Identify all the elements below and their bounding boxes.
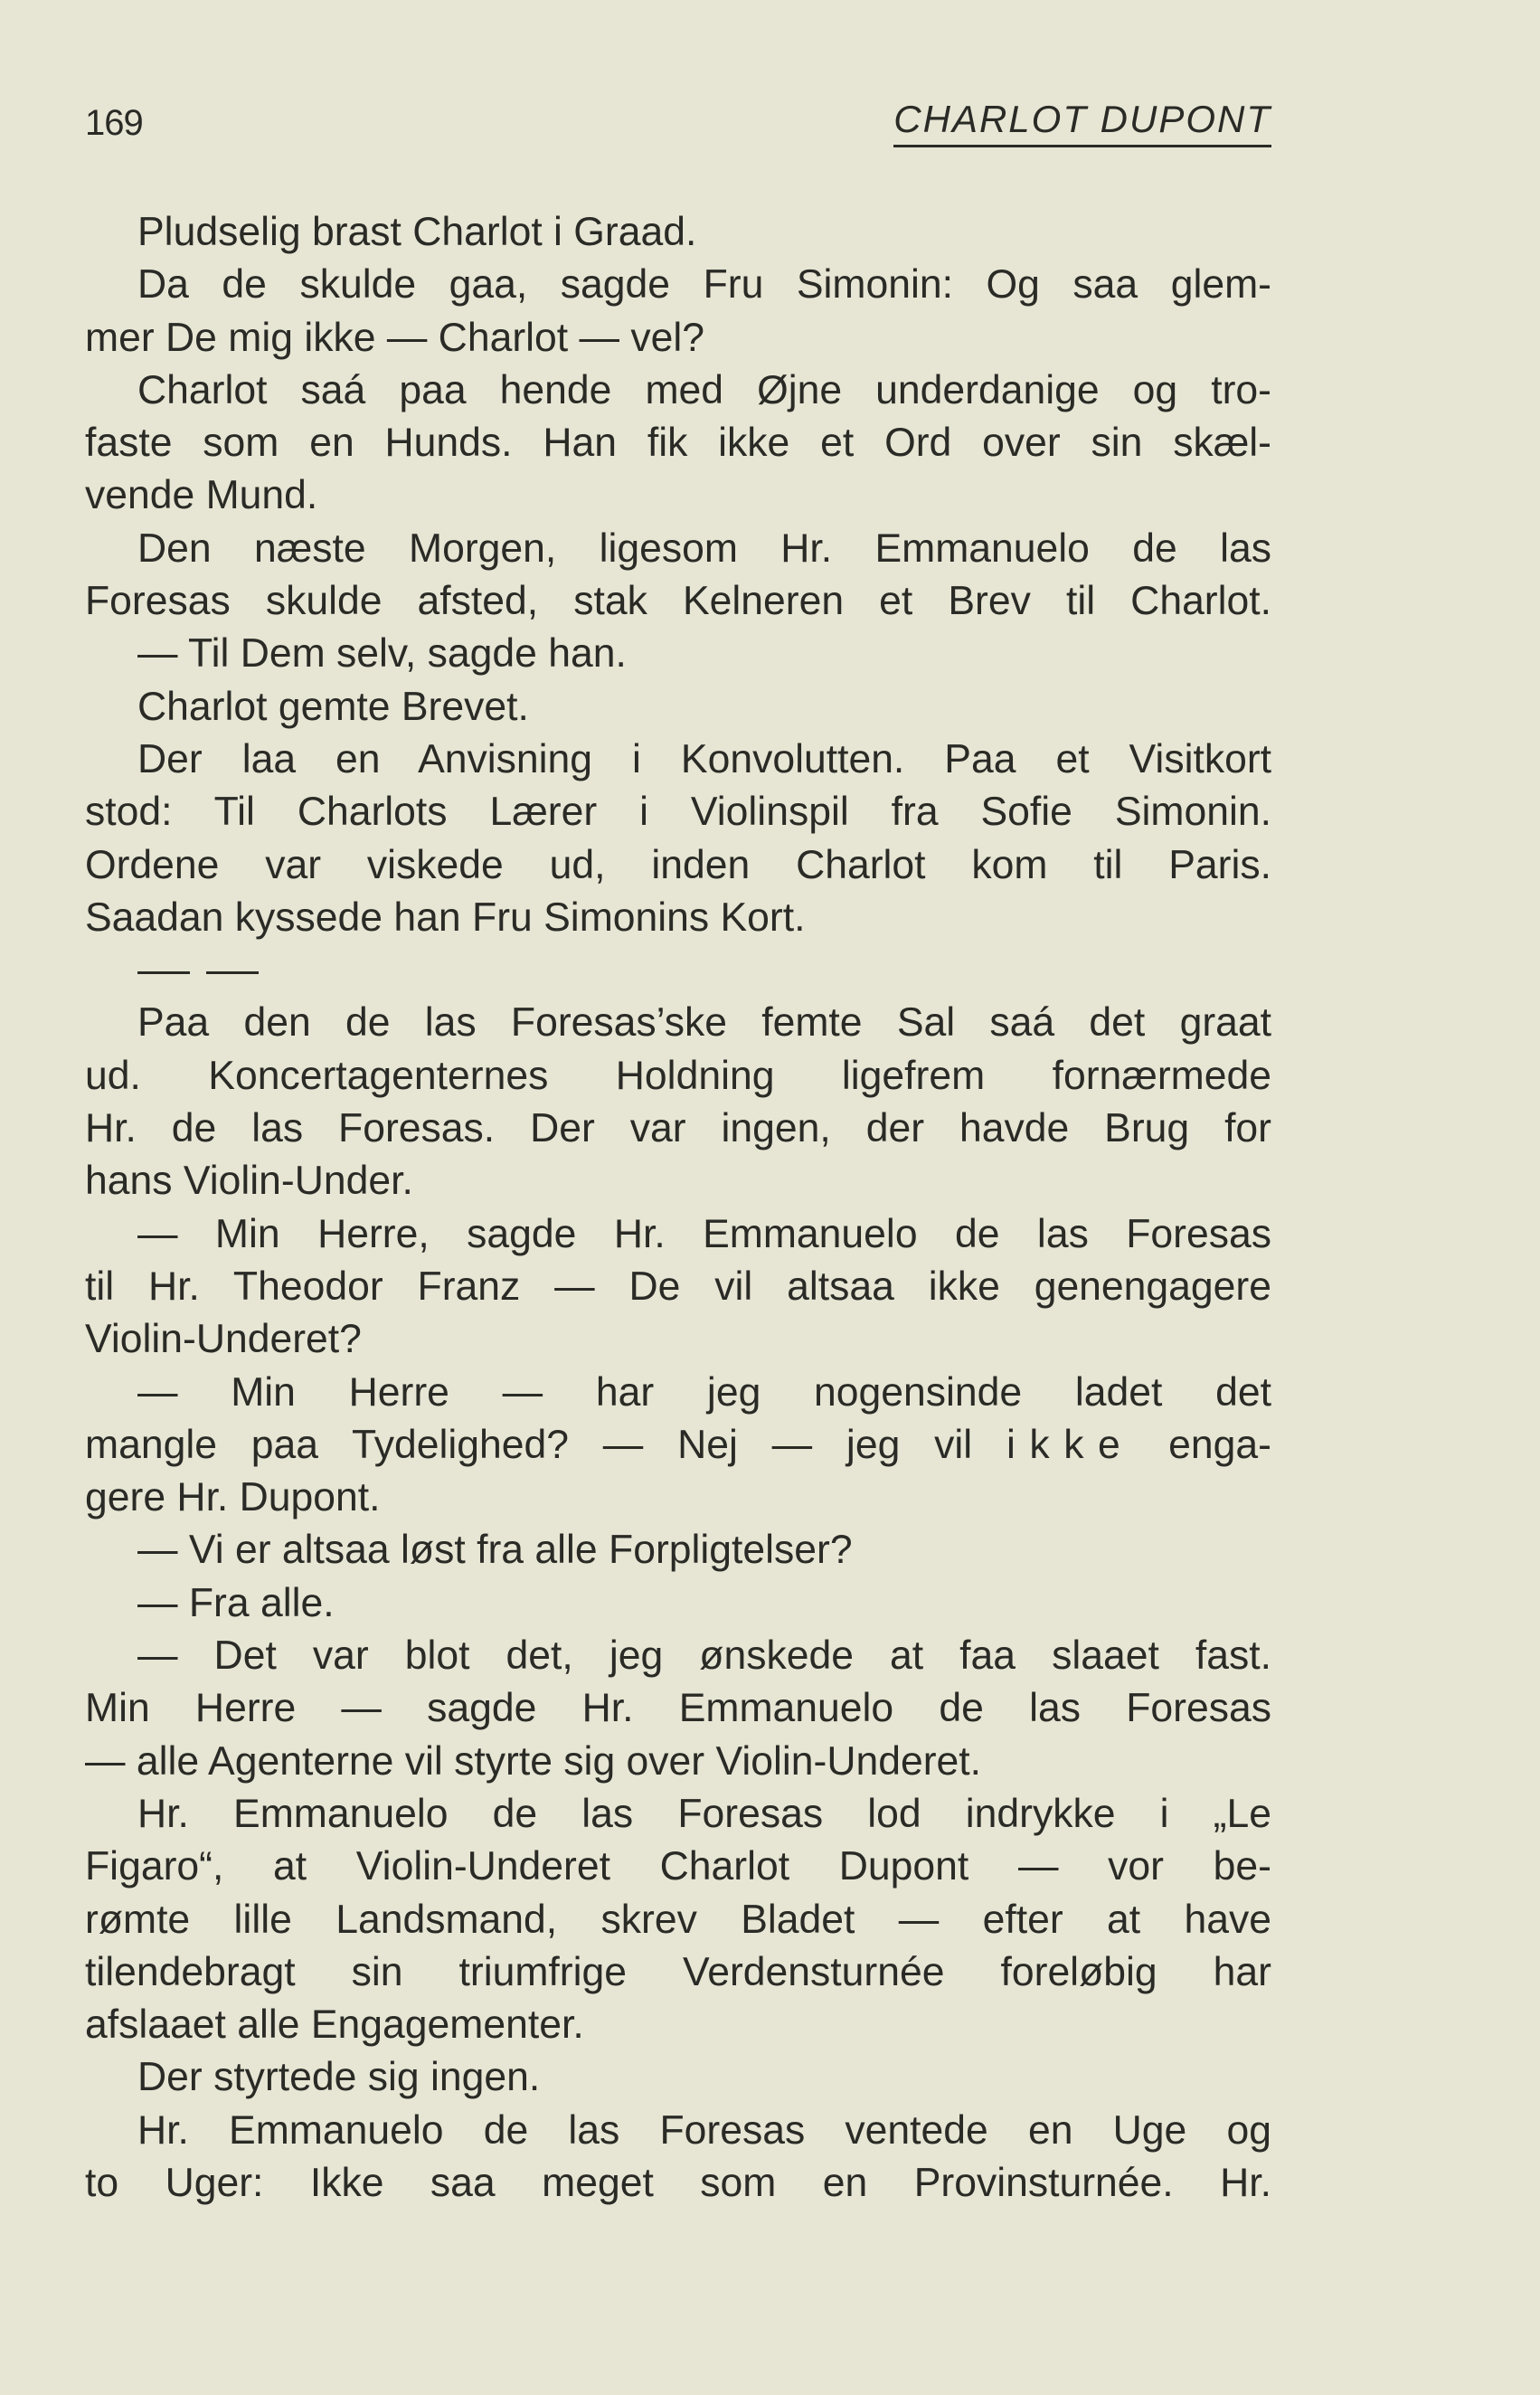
text-line: — Min Herre, sagde Hr. Emmanuelo de las Foresas	[137, 1211, 1271, 1256]
text-line: — Til Dem selv, sagde han.	[137, 631, 627, 677]
text-line	[85, 1419, 1271, 1472]
text-line: Foresas skulde afsted, stak Kelneren et Brev til Charlot.	[85, 579, 1271, 624]
text-line: vende Mund.	[85, 473, 318, 518]
text-line: to Uger: Ikke saa meget som en Provinsturnée. Hr.	[85, 2160, 1271, 2205]
text-line: Hr. Emmanuelo de las Foresas lod indrykke i „Le	[137, 1791, 1271, 1836]
page-number: 169	[85, 103, 143, 143]
text-line: mer De mig ikke — Charlot — vel?	[85, 315, 704, 360]
text-line: — Min Herre — har jeg nogensinde ladet det	[137, 1369, 1271, 1415]
text-line: gere Hr. Dupont.	[85, 1475, 381, 1520]
text-line: Paa den de las Foresas’ske femte Sal saá det graat	[137, 1000, 1271, 1046]
text-line: faste som en Hunds. Han fik ikke et Ord over sin skæl-	[85, 421, 1271, 466]
text-line: Der styrtede sig ingen.	[137, 2055, 541, 2100]
text-line: Min Herre — sagde Hr. Emmanuelo de las Foresas	[85, 1686, 1271, 1731]
text-line: — Det var blot det, jeg ønskede at faa slaaet fast.	[137, 1633, 1271, 1679]
text-run: mangle paa Tydelighed? — Nej — jeg vil	[85, 1422, 1006, 1467]
text-line: — alle Agenterne vil styrte sig over Violin-Underet.	[85, 1738, 982, 1784]
text-line: — Fra alle.	[137, 1580, 335, 1625]
text-line: Hr. de las Foresas. Der var ingen, der havde Brug for	[85, 1106, 1271, 1151]
text-line: afslaaet alle Engagementer.	[85, 2002, 584, 2048]
text-line: Ordene var viskede ud, inden Charlot kom til Paris.	[85, 842, 1271, 887]
running-title: CHARLOT DUPONT	[893, 98, 1271, 147]
page-header	[85, 98, 1271, 156]
text-line: Figaro“, at Violin-Underet Charlot Dupont — vor be-	[85, 1844, 1271, 1889]
section-separator	[85, 944, 1271, 997]
body-text	[85, 206, 1271, 2210]
separator-dash	[206, 971, 259, 974]
text-line: Den næste Morgen, ligesom Hr. Emmanuelo de las	[137, 525, 1271, 571]
text-line: Saadan kyssede han Fru Simonins Kort.	[85, 895, 806, 940]
text-line: Violin-Underet?	[85, 1317, 362, 1362]
text-line: hans Violin-Under.	[85, 1159, 413, 1204]
text-line: Charlot gemte Brevet.	[137, 684, 529, 729]
text-line: Charlot saá paa hende med Øjne underdanige og tro-	[137, 367, 1271, 412]
text-line: Hr. Emmanuelo de las Foresas ventede en Uge og	[137, 2107, 1271, 2153]
text-line: stod: Til Charlots Lærer i Violinspil fra Sofie Simonin.	[85, 790, 1271, 835]
separator-dash	[137, 971, 190, 974]
text-line: Pludselig brast Charlot i Graad.	[137, 210, 697, 254]
text-line: Der laa en Anvisning i Konvolutten. Paa et Visitkort	[137, 736, 1271, 781]
text-run: enga-	[1134, 1422, 1271, 1467]
text-line: ud. Koncertagenternes Holdning ligefrem fornærmede	[85, 1053, 1271, 1098]
text-line: rømte lille Landsmand, skrev Bladet — efter at have	[85, 1897, 1271, 1942]
text-line: til Hr. Theodor Franz — De vil altsaa ikke genengagere	[85, 1264, 1271, 1309]
text-line: — Vi er altsaa løst fra alle Forpligtelser?	[137, 1528, 853, 1573]
text-line: tilendebragt sin triumfrige Verdensturnée foreløbig har	[85, 1949, 1271, 1994]
text-line: Da de skulde gaa, sagde Fru Simonin: Og saa glem-	[137, 262, 1271, 308]
emphasized-word: ikke	[1006, 1422, 1135, 1467]
